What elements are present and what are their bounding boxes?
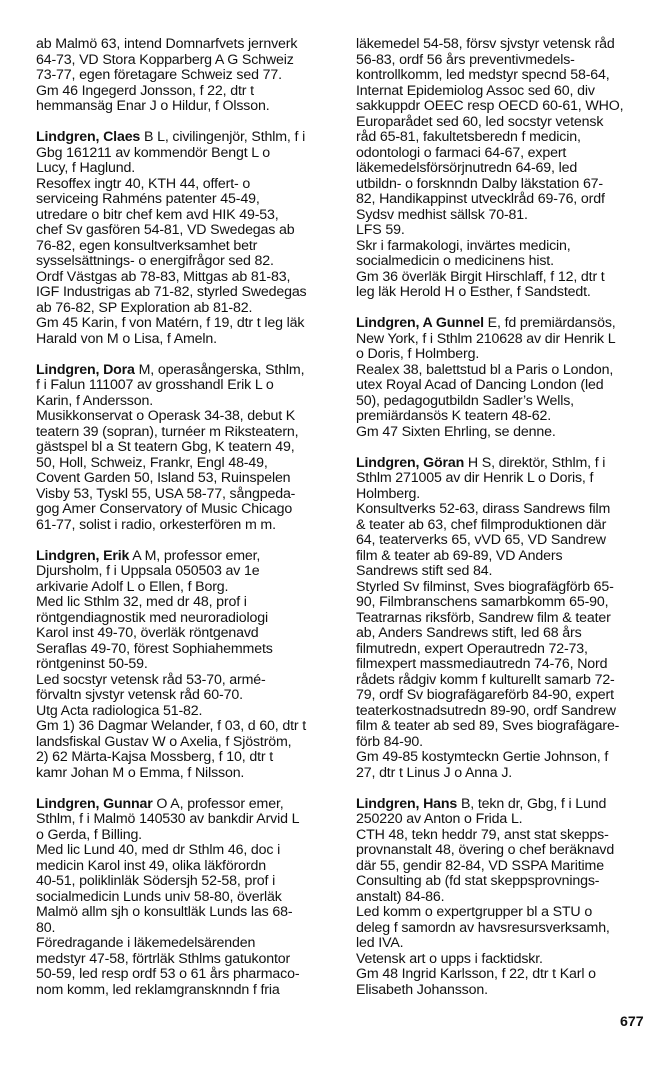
continuation-text: ab Malmö 63, intend Domnarfvets jernverk 64-73, VD Stora Kopparberg A G Schweiz 73-77, egen företagare Schweiz sed 77. Gm 46 Ingegerd Jonsson, f 22, dtr t hemmansäg Enar J o Hildur, f Olsson.: [36, 36, 298, 114]
entry-text: A M, professor emer, Djursholm, f i Uppsala 050503 av 1e arkivarie Adolf L o Ellen, f Borg. Med lic Sthlm 32, med dr 48, prof i röntgendiagnostik med neuroradiologi Karol inst 49-70, överläk röntgenavd Seraflas 49-70, förest Sophiahemmets röntgeninst 50-59. Led socstyr vetensk råd 53-70, armé- förvaltn sjvstyr vetensk råd 60-70. Utg Acta radiologica 51-82. Gm 1) 36 Dagmar Welander, f 03, d 60, dtr t landsfiskal Gustav W o Axelia, f Sjöström, 2) 62 Märta-Kajsa Mossberg, f 10, dtr t kamr Johan M o Emma, f Nilsson.: [36, 547, 307, 781]
entry-name: Lindgren, Gunnar: [36, 795, 153, 812]
entry-name: Lindgren, A Gunnel: [356, 315, 484, 331]
entry-name: Lindgren, Erik: [36, 547, 130, 564]
entry-text: B L, civilingenjör, Sthlm, f i Gbg 161211 av kommendör Bengt L o Lucy, f Haglund. Resoffex ingtr 40, KTH 44, offert- o serviceing Rahméns patenter 45-49, utredare o bitr chef kem avd HIK 49-53, chef Sv gasfören 54-81, VD Swedegas ab 76-82, egen konsultverksamhet betr sysselsättnings- o energifrågor sed 82. Ordf Västgas ab 78-83, Mittgas ab 81-83, IGF Industrigas ab 71-82, styrled Swedegas ab 76-82, SP Exploration ab 81-82. Gm 45 Karin, f von Matérn, f 19, dtr t leg läk Harald von M o Lisa, f Ameln.: [36, 129, 307, 347]
continuation-text: läkemedel 54-58, försv sjvstyr vetensk råd 56-83, ordf 56 års preventivmedels- kontrollkomm, led medstyr specnd 58-64, Internat Epidemiolog Assoc sed 60, div sakkuppdr OEEC resp OECD 60-61, WHO, Europarådet sed 60, led socstyr vetensk råd 65-81, fakultetsberedn f medicin, odontologi o farmaci 64-67, expert läkemedelsförsörjnutredn 64-69, led utbildn- o forsknndn Dalby läkstation 67- 82, Handikappinst utvecklråd 69-76, ordf Sydsv medhist sällsk 70-81. LFS 59. Skr i farmakologi, invärtes medicin, socialmedicin o medicinens hist. Gm 36 överläk Birgit Hirschlaff, f 12, dtr t leg läk Herold H o Esther, f Sandstedt.: [356, 36, 624, 300]
entry-gunnel: [356, 316, 661, 440]
entry-hans: [356, 797, 661, 999]
entry-text: O A, professor emer, Sthlm, f i Malmö 140530 av bankdir Arvid L o Gerda, f Billing. Med lic Lund 40, med dr Sthlm 46, doc i medicin Karol inst 49, olika läkförordn 40-51, poliklinläk Södersjh 52-58, prof i socialmedicin Lunds univ 58-80, överläk Malmö allm sjh o konsultläk Lunds las 68- 80. Föredragande i läkemedelsärenden medstyr 47-58, förtrläk Sthlms gatukontor 50-59, led resp ordf 53 o 61 års pharmaco- nom komm, led reklamgransknndn f fria: [36, 795, 300, 998]
entry-text: B, tekn dr, Gbg, f i Lund 250220 av Anton o Frida L. CTH 48, tekn heddr 79, anst stat skepps- provnanstalt 48, övering o chef beräknavd där 55, gendir 82-84, VD SSPA Maritime Consulting ab (fd stat skeppsprovnings- anstalt) 84-86. Led komm o expertgrupper bl a STU o deleg f samordn av havsresursverksamh, led IVA. Vetensk art o upps i facktidskr. Gm 48 Ingrid Karlsson, f 22, dtr t Karl o Elisabeth Johansson.: [356, 795, 615, 998]
entry-name: Lindgren, Göran: [356, 454, 465, 471]
entry-name: Lindgren, Claes: [36, 129, 141, 145]
entry-text: H S, direktör, Sthlm, f i Sthlm 271005 av dir Henrik L o Doris, f Holmberg. Konsultverks 52-63, dirass Sandrews film & teater ab 63, chef filmproduktionen där 64, teaterverks 65, vVD 65, VD Sandrew film & teater ab 69-89, VD Anders Sandrews stift sed 84. Styrled Sv filminst, Sves biografägförb 65- 90, Filmbranschens samarbkomm 65-90, Teatrarnas riksförb, Sandrew film & teater ab, Anders Sandrews stift, led 68 års filmutredn, expert Operautredn 72-73, filmexpert massmediautredn 74-76, Nord rådets rådgiv komm f kulturellt samarb 72- 79, ordf Sv biografägareförb 84-90, expert teaterkostnadsutredn 89-90, ordf Sandrew film & teater ab sed 89, Sves biografägare- förb 84-90. Gm 49-85 kostymteckn Gertie Johnson, f 27, dtr t Linus J o Anna J.: [356, 454, 620, 781]
right-column: [356, 37, 661, 1014]
entry-text: M, operasångerska, Sthlm, f i Falun 111007 av grosshandl Erik L o Karin, f Andersson. Musikkonservat o Operask 34-38, debut K teatern 39 (sopran), turnéer m Riksteatern, gästspel bl a St teatern Gbg, K teatern 49, 50, Holl, Schweiz, Frankr, Engl 48-49, Covent Garden 50, Island 53, Ruinspelen Visby 53, Tyskl 55, USA 58-77, sångpeda- gog Amer Conservatory of Music Chicago 61-77, solist i radio, orkesterfören m m.: [36, 361, 305, 533]
entry-name: Lindgren, Hans: [356, 795, 458, 812]
page-number: 677: [620, 1014, 644, 1030]
left-column: [36, 37, 336, 1014]
entry-goran: [356, 456, 661, 782]
entry-claes: [36, 130, 336, 347]
entry-text: E, fd premiärdansös, New York, f i Sthlm 210628 av dir Henrik L o Doris, f Holmberg. Realex 38, balettstud bl a Paris o London, utex Royal Acad of Dancing London (led 50), pedagogutbildn Sadler’s Wells, premiärdansös K teatern 48-62. Gm 47 Sixten Ehrling, se denne.: [356, 315, 616, 440]
entry-gunnar: [36, 797, 336, 999]
entry-name: Lindgren, Dora: [36, 361, 135, 378]
entry-erik: [36, 549, 336, 782]
entry-dora: [36, 363, 336, 534]
